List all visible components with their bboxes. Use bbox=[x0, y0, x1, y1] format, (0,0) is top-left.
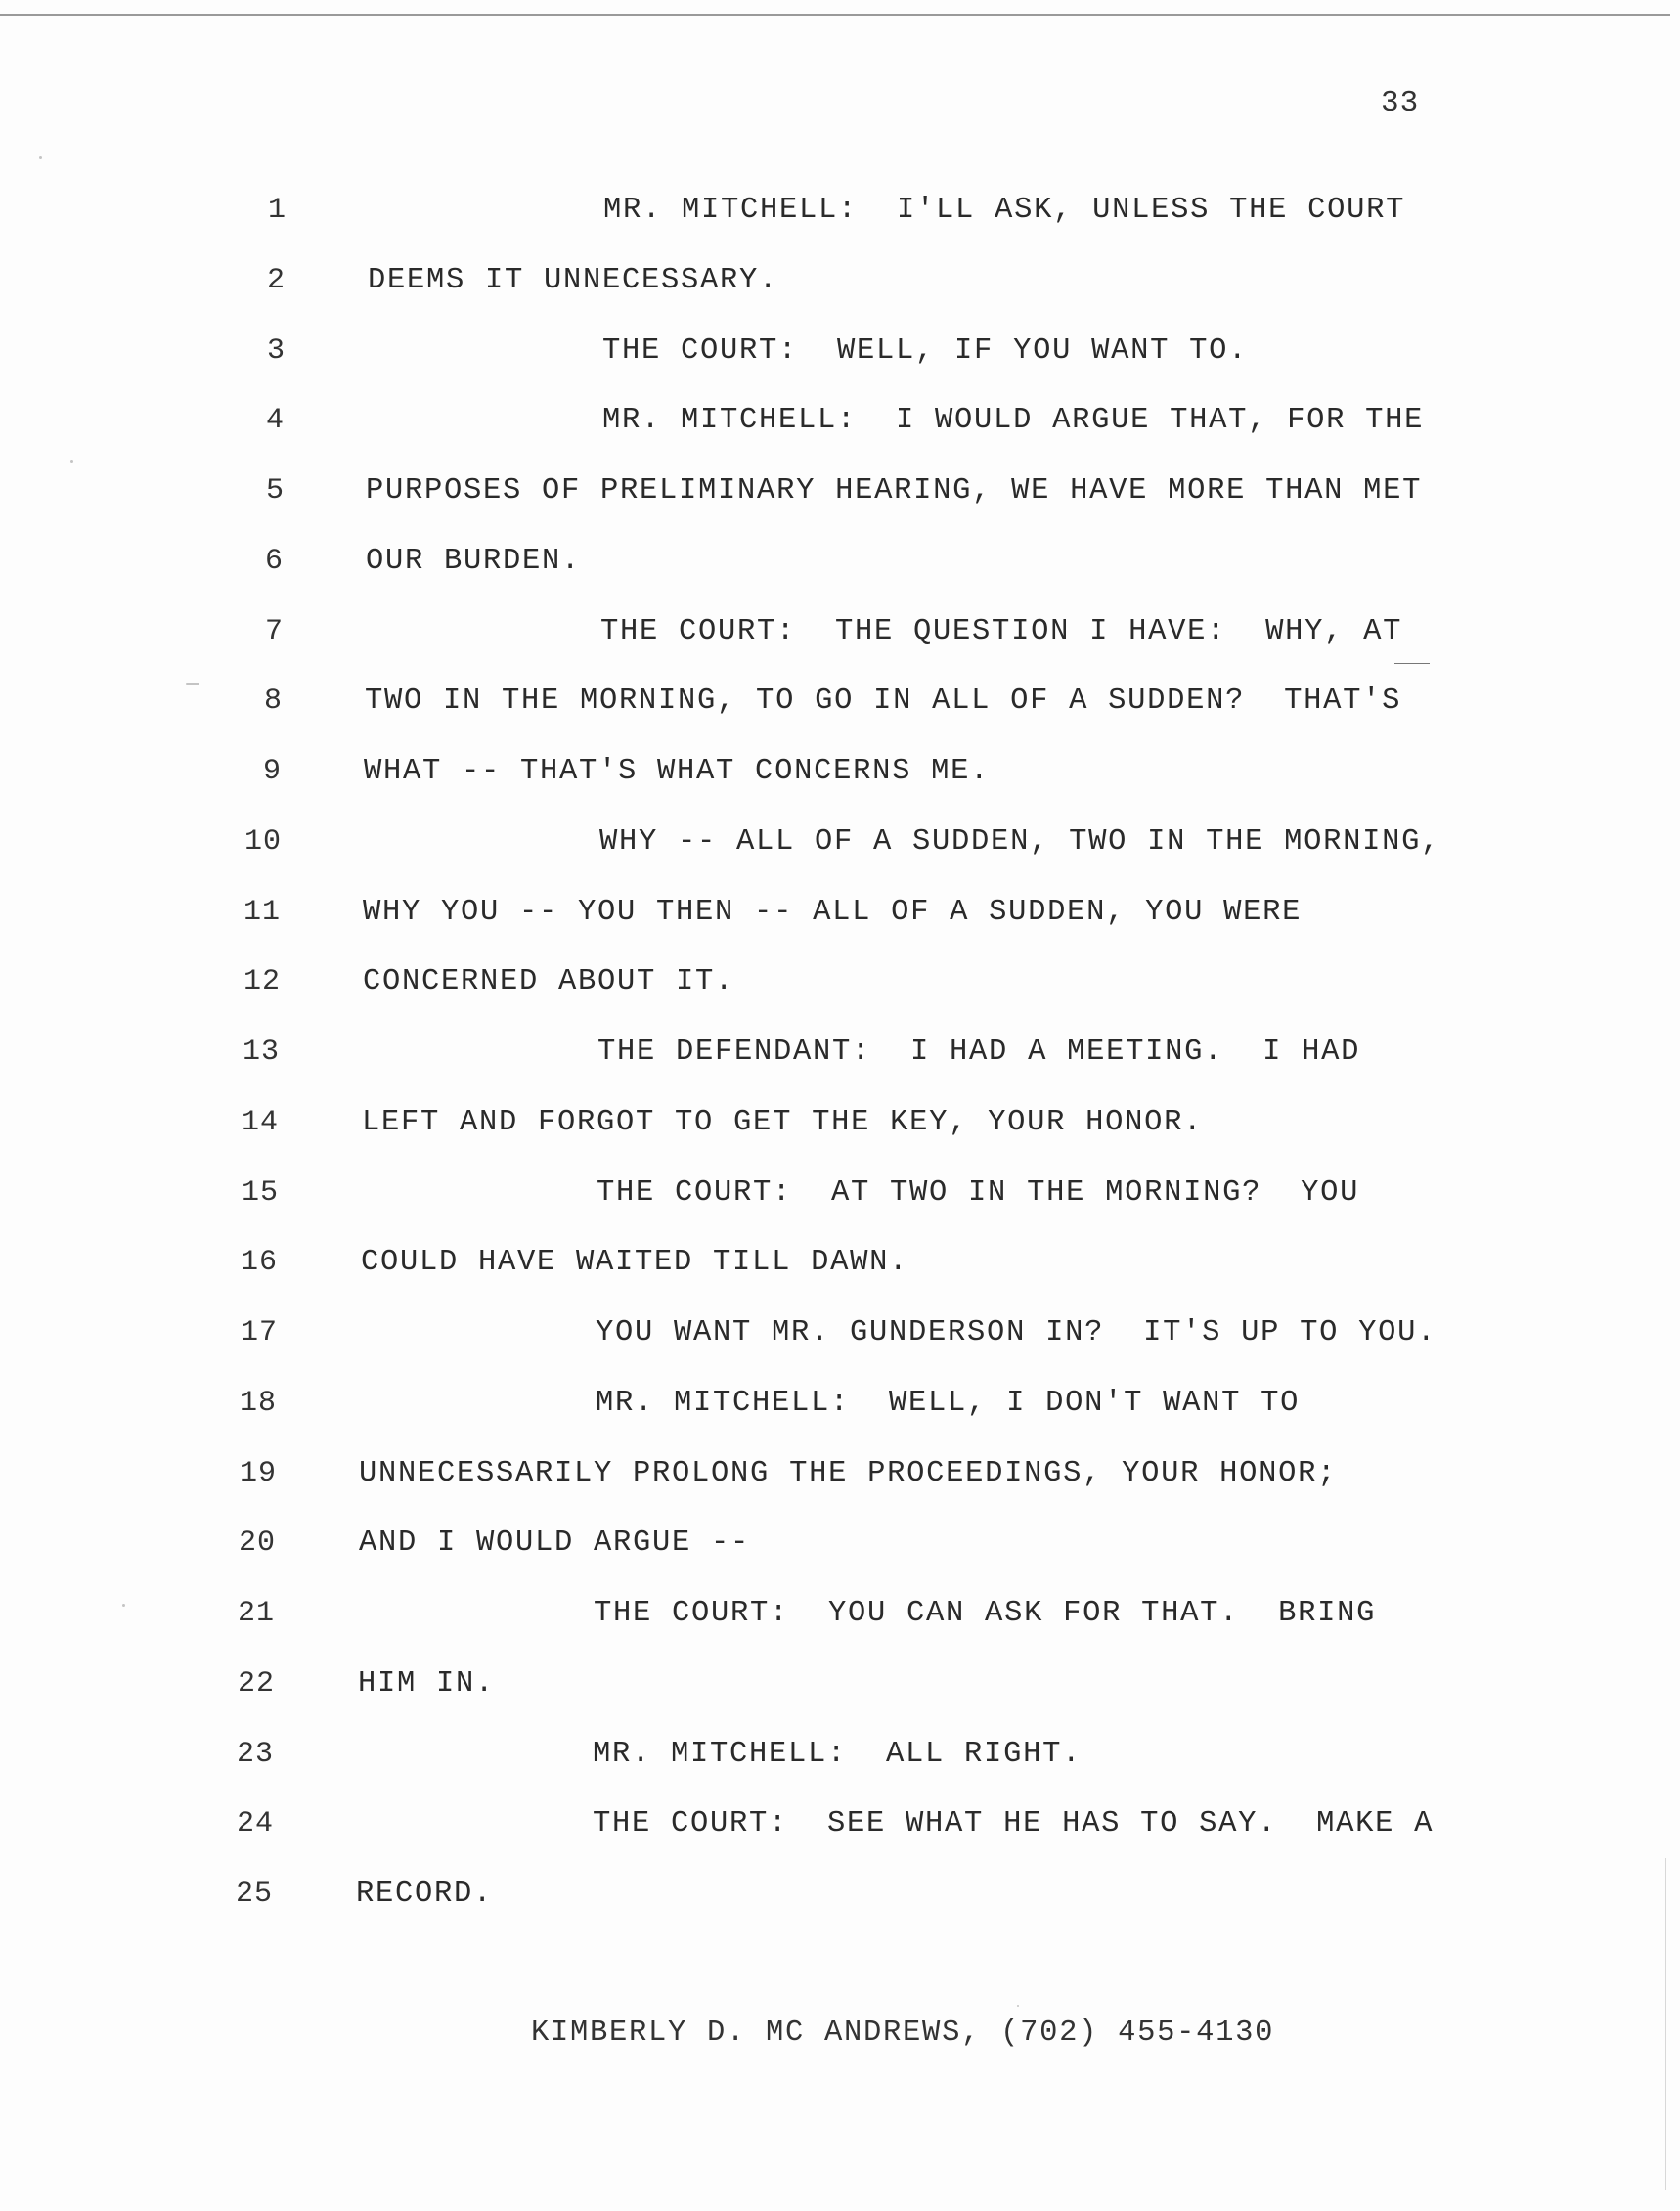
line-text: THE DEFENDANT: I HAD A MEETING. I HAD bbox=[597, 1036, 1361, 1069]
line-text: MR. MITCHELL: ALL RIGHT. bbox=[593, 1738, 1083, 1771]
line-number: 10 bbox=[243, 825, 282, 859]
line-text: THE COURT: WELL, IF YOU WANT TO. bbox=[602, 334, 1249, 368]
transcript-line bbox=[0, 545, 1680, 588]
page-number: 33 bbox=[1381, 86, 1420, 120]
scan-speck bbox=[70, 460, 73, 463]
line-number: 21 bbox=[237, 1597, 275, 1630]
line-text: WHY -- ALL OF A SUDDEN, TWO IN THE MORNING, bbox=[599, 825, 1441, 859]
reporter-footer: KIMBERLY D. MC ANDREWS, (702) 455-4130 bbox=[531, 2016, 1275, 2050]
transcript-line bbox=[0, 1738, 1680, 1781]
transcript-line bbox=[0, 1807, 1680, 1850]
line-text: THE COURT: AT TWO IN THE MORNING? YOU bbox=[597, 1176, 1360, 1210]
transcript-line bbox=[0, 474, 1680, 517]
line-text: MR. MITCHELL: WELL, I DON'T WANT TO bbox=[596, 1387, 1301, 1420]
line-text: THE COURT: YOU CAN ASK FOR THAT. BRING bbox=[594, 1597, 1377, 1630]
line-text: RECORD. bbox=[356, 1878, 494, 1911]
line-text: UNNECESSARILY PROLONG THE PROCEEDINGS, YOUR HONOR; bbox=[359, 1457, 1338, 1490]
scan-speck bbox=[122, 1604, 125, 1607]
line-number: 23 bbox=[236, 1738, 274, 1771]
line-number: 22 bbox=[237, 1667, 275, 1701]
line-number: 13 bbox=[242, 1036, 280, 1069]
transcript-line bbox=[0, 1526, 1680, 1570]
line-text: OUR BURDEN. bbox=[366, 545, 582, 578]
transcript-line bbox=[0, 1316, 1680, 1359]
line-number: 9 bbox=[262, 755, 282, 788]
transcript-line bbox=[0, 825, 1680, 868]
transcript-line bbox=[0, 615, 1680, 658]
line-number: 7 bbox=[264, 615, 284, 648]
transcript-line bbox=[0, 1246, 1680, 1289]
line-text: YOU WANT MR. GUNDERSON IN? IT'S UP TO YOU. bbox=[596, 1316, 1437, 1349]
transcript-line bbox=[0, 404, 1680, 447]
line-text: MR. MITCHELL: I WOULD ARGUE THAT, FOR THE bbox=[602, 404, 1425, 437]
transcript-line bbox=[0, 755, 1680, 798]
transcript-line bbox=[0, 1597, 1680, 1640]
line-text: CONCERNED ABOUT IT. bbox=[363, 965, 735, 998]
transcript-line bbox=[0, 965, 1680, 1008]
line-number: 2 bbox=[266, 264, 286, 297]
transcript-line bbox=[0, 1176, 1680, 1219]
line-number: 3 bbox=[266, 334, 286, 368]
line-number: 1 bbox=[267, 194, 287, 227]
scan-speck bbox=[186, 683, 199, 685]
line-number: 15 bbox=[241, 1176, 279, 1210]
transcript-line bbox=[0, 1036, 1680, 1079]
line-number: 14 bbox=[241, 1106, 279, 1139]
transcript-line bbox=[0, 685, 1680, 728]
line-number: 11 bbox=[243, 896, 281, 929]
scan-speck bbox=[39, 156, 42, 159]
line-text: AND I WOULD ARGUE -- bbox=[359, 1526, 751, 1560]
line-text: WHY YOU -- YOU THEN -- ALL OF A SUDDEN, YOU WERE bbox=[363, 896, 1303, 929]
line-number: 6 bbox=[264, 545, 284, 578]
line-number: 4 bbox=[265, 404, 285, 437]
line-number: 12 bbox=[243, 965, 281, 998]
transcript-line bbox=[0, 1387, 1680, 1430]
line-text: THE COURT: THE QUESTION I HAVE: WHY, AT bbox=[600, 615, 1403, 648]
transcript-line bbox=[0, 334, 1680, 377]
line-text: COULD HAVE WAITED TILL DAWN. bbox=[361, 1246, 909, 1279]
scan-speck bbox=[1017, 2005, 1019, 2007]
line-text: PURPOSES OF PRELIMINARY HEARING, WE HAVE MORE THAN MET bbox=[366, 474, 1423, 508]
transcript-line bbox=[0, 896, 1680, 939]
line-number: 17 bbox=[240, 1316, 278, 1349]
line-number: 24 bbox=[236, 1807, 274, 1840]
transcript-line bbox=[0, 1667, 1680, 1710]
transcript-line bbox=[0, 1878, 1680, 1921]
line-text: MR. MITCHELL: I'LL ASK, UNLESS THE COURT bbox=[603, 194, 1406, 227]
transcript-line bbox=[0, 1457, 1680, 1500]
line-number: 5 bbox=[265, 474, 285, 508]
line-text: THE COURT: SEE WHAT HE HAS TO SAY. MAKE A bbox=[593, 1807, 1435, 1840]
transcript-line bbox=[0, 194, 1680, 237]
transcript-line bbox=[0, 264, 1680, 307]
line-text: HIM IN. bbox=[358, 1667, 496, 1701]
transcript-line bbox=[0, 1106, 1680, 1149]
line-text: TWO IN THE MORNING, TO GO IN ALL OF A SUDDEN? THAT'S bbox=[365, 685, 1402, 718]
line-number: 19 bbox=[239, 1457, 277, 1490]
line-number: 8 bbox=[263, 685, 283, 718]
line-number: 16 bbox=[240, 1246, 278, 1279]
line-number: 18 bbox=[239, 1387, 277, 1420]
line-text: WHAT -- THAT'S WHAT CONCERNS ME. bbox=[364, 755, 991, 788]
line-number: 20 bbox=[238, 1526, 276, 1560]
line-text: DEEMS IT UNNECESSARY. bbox=[368, 264, 779, 297]
line-text: LEFT AND FORGOT TO GET THE KEY, YOUR HONOR. bbox=[362, 1106, 1204, 1139]
stray-mark bbox=[1394, 663, 1430, 664]
line-number: 25 bbox=[235, 1878, 273, 1911]
